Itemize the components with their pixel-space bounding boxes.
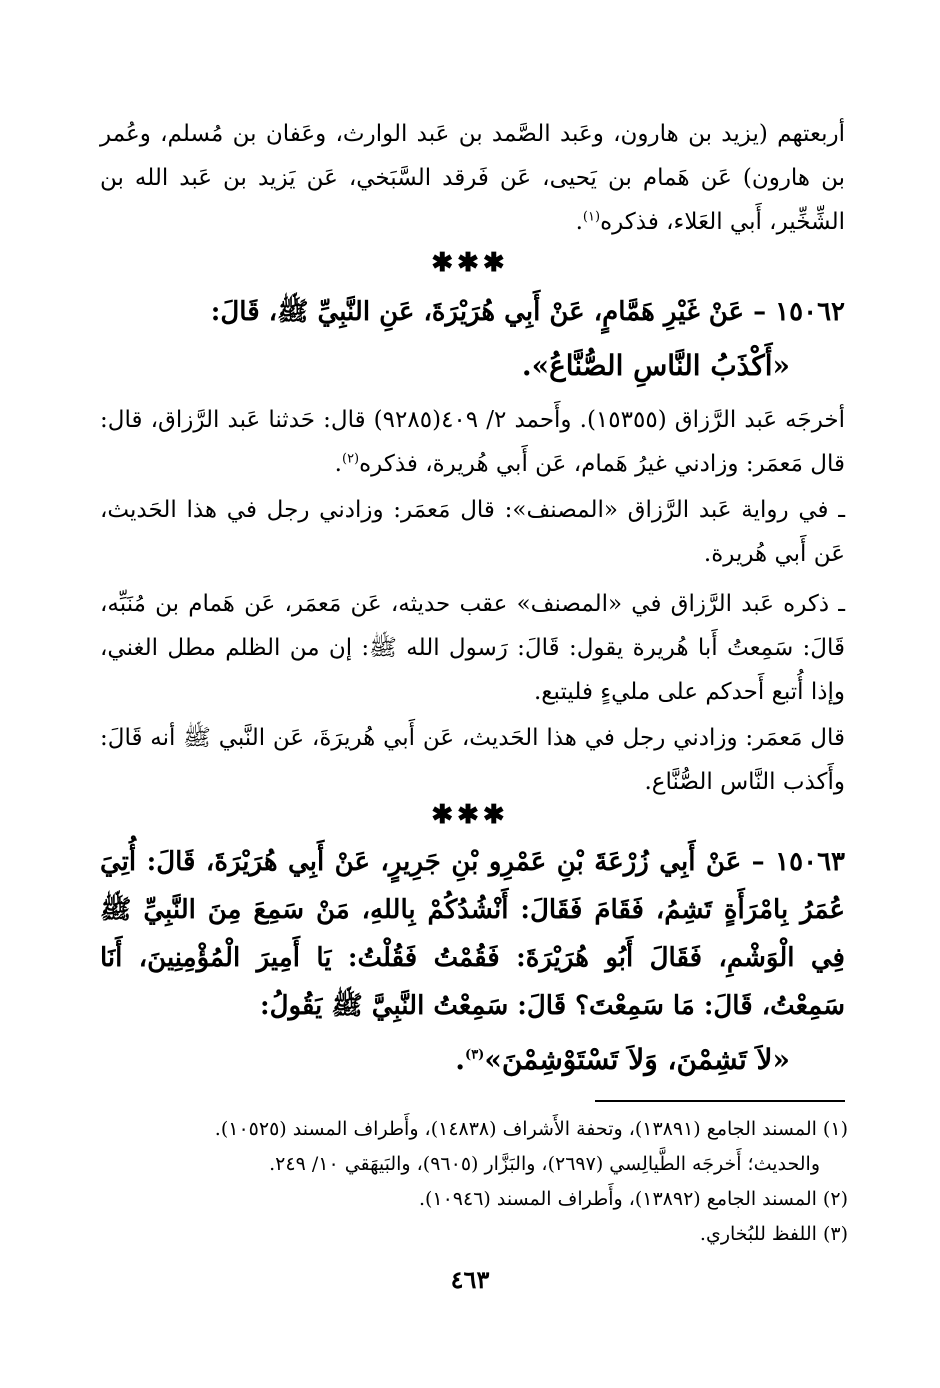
footnote-3: (٣) اللفظ للبُخاري. [699, 1223, 848, 1245]
footnote-marker-2[interactable]: (٢) [341, 451, 360, 467]
note-paragraph-b: ـ ذكره عَبد الرَّزاق في «المصنف» عقب حديثه، عَن مَعمَر، عَن هَمام بن مُنَبِّه، قَالَ: سَمِعتُ أَبا هُريرة يقول: قَالَ: رَسول الله ﷺ: إن من الظلم مطل الغني، وإذا أُتبع أَحدكم على مليءٍ فليتبع. [100, 591, 845, 705]
footnote-marker-3[interactable]: (٣) [465, 1047, 485, 1063]
takhrij-text: أخرجَه عَبد الرَّزاق (١٥٣٥٥). وأَحمد ٢/ ٤٠٩(٩٢٨٥) قال: حَدثنا عَبد الرَّزاق، قال: قال مَعمَر: وزادني غيرُ هَمام، عَن أَبي هُريرة، فذكره [100, 407, 846, 477]
takhrij-paragraph: أخرجَه عَبد الرَّزاق (١٥٣٥٥). وأَحمد ٢/ ٤٠٩(٩٢٨٥) قال: حَدثنا عَبد الرَّزاق، قال: قال مَعمَر: وزادني غيرُ هَمام، عَن أَبي هُريرة، فذكره$^{(٢)}$. [100, 407, 846, 477]
footnote-divider [595, 1100, 845, 1102]
note-paragraph-a: ـ في رواية عَبد الرَّزاق «المصنف»: قال مَعمَر: وزادني رجل في هذا الحَديث، عَن أَبي هُريرة. [100, 497, 845, 567]
hadith-quote: «أَكْذَبُ النَّاسِ الصُّنَّاعُ». [521, 349, 790, 382]
page-number: ٤٦٣ [450, 1265, 490, 1294]
footnote-1: (١) المسند الجامع (١٣٨٩١)، وتحفة الأَشراف (١٤٨٣٨)، وأَطراف المسند (١٠٥٢٥). [214, 1118, 848, 1140]
footnote-marker-1[interactable]: (١) [582, 209, 601, 225]
quote-text: «لاَ تَشِمْنَ، وَلاَ تَسْتَوْشِمْنَ» [484, 1043, 790, 1076]
opening-paragraph: أربعتهم (يزيد بن هارون، وعَبد الصَّمد بن عَبد الوارث، وعَفان بن مُسلم، وعُمر بن هارون) عَن هَمام بن يَحيى، عَن فَرقد السَّبَخي، عَن يَزيد بن عَبد الله بن الشِّخِّير، أَبي العَلاء، فذكره$^{(١)}$. [100, 121, 845, 235]
hadith-number: ١٥٠٦٢ [775, 297, 845, 327]
note-paragraph-c: قال مَعمَر: وزادني رجل في هذا الحَديث، عَن أَبي هُريرَةَ، عَن النَّبي ﷺ أنه قَالَ: وأَكذب النَّاس الصُّنَّاع. [100, 725, 845, 795]
hadith-text: – عَنْ أَبِي زُرْعَةَ بْنِ عَمْرِو بْنِ جَرِيرٍ، عَنْ أَبِي هُرَيْرَةَ، قَالَ: أُتِيَ عُمَرُ بِامْرَأَةٍ تَشِمُ، فَقَامَ فَقَالَ: أَنْشُدُكُمْ بِاللهِ، مَنْ سَمِعَ مِنَ النَّبِيِّ ﷺ فِي الْوَشْمِ، فَقَالَ أَبُو هُرَيْرَةَ: فَقُمْتُ فَقُلْتُ: يَا أَمِيرَ الْمُؤْمِنِينَ، أَنَا سَمِعْتُ، قَالَ: مَا سَمِعْتَ؟ قَالَ: سَمِعْتُ النَّبِيَّ ﷺ يَقُولُ: [100, 847, 845, 1021]
section-separator: ✱✱✱ [431, 248, 509, 278]
footnote-2: (٢) المسند الجامع (١٣٨٩٢)، وأَطراف المسند (١٠٩٤٦). [418, 1188, 848, 1210]
footnote-1-continued: والحديث؛ أَخرجَه الطَّيالِسي (٢٦٩٧)، والبَزَّار (٩٦٠٥)، والبَيهَقي ١٠/ ٢٤٩. [269, 1153, 820, 1175]
hadith-text: – عَنْ غَيْرِ هَمَّامٍ، عَنْ أَبِي هُرَيْرَةَ، عَنِ النَّبِيِّ ﷺ، قَالَ: [210, 297, 767, 327]
hadith-number: ١٥٠٦٣ [775, 847, 845, 877]
hadith-15063 [100, 838, 845, 1030]
section-separator: ✱✱✱ [431, 800, 509, 830]
hadith-quote: «لاَ تَشِمْنَ، وَلاَ تَسْتَوْشِمْنَ»$^{(٣)}$. [455, 1043, 790, 1076]
hadith-15062 [100, 288, 845, 336]
opening-text: أربعتهم (يزيد بن هارون، وعَبد الصَّمد بن عَبد الوارث، وعَفان بن مُسلم، وعُمر بن هارون) عَن هَمام بن يَحيى، عَن فَرقد السَّبَخي، عَن يَزيد بن عَبد الله بن الشِّخِّير، أَبي العَلاء، فذكره [100, 121, 845, 235]
